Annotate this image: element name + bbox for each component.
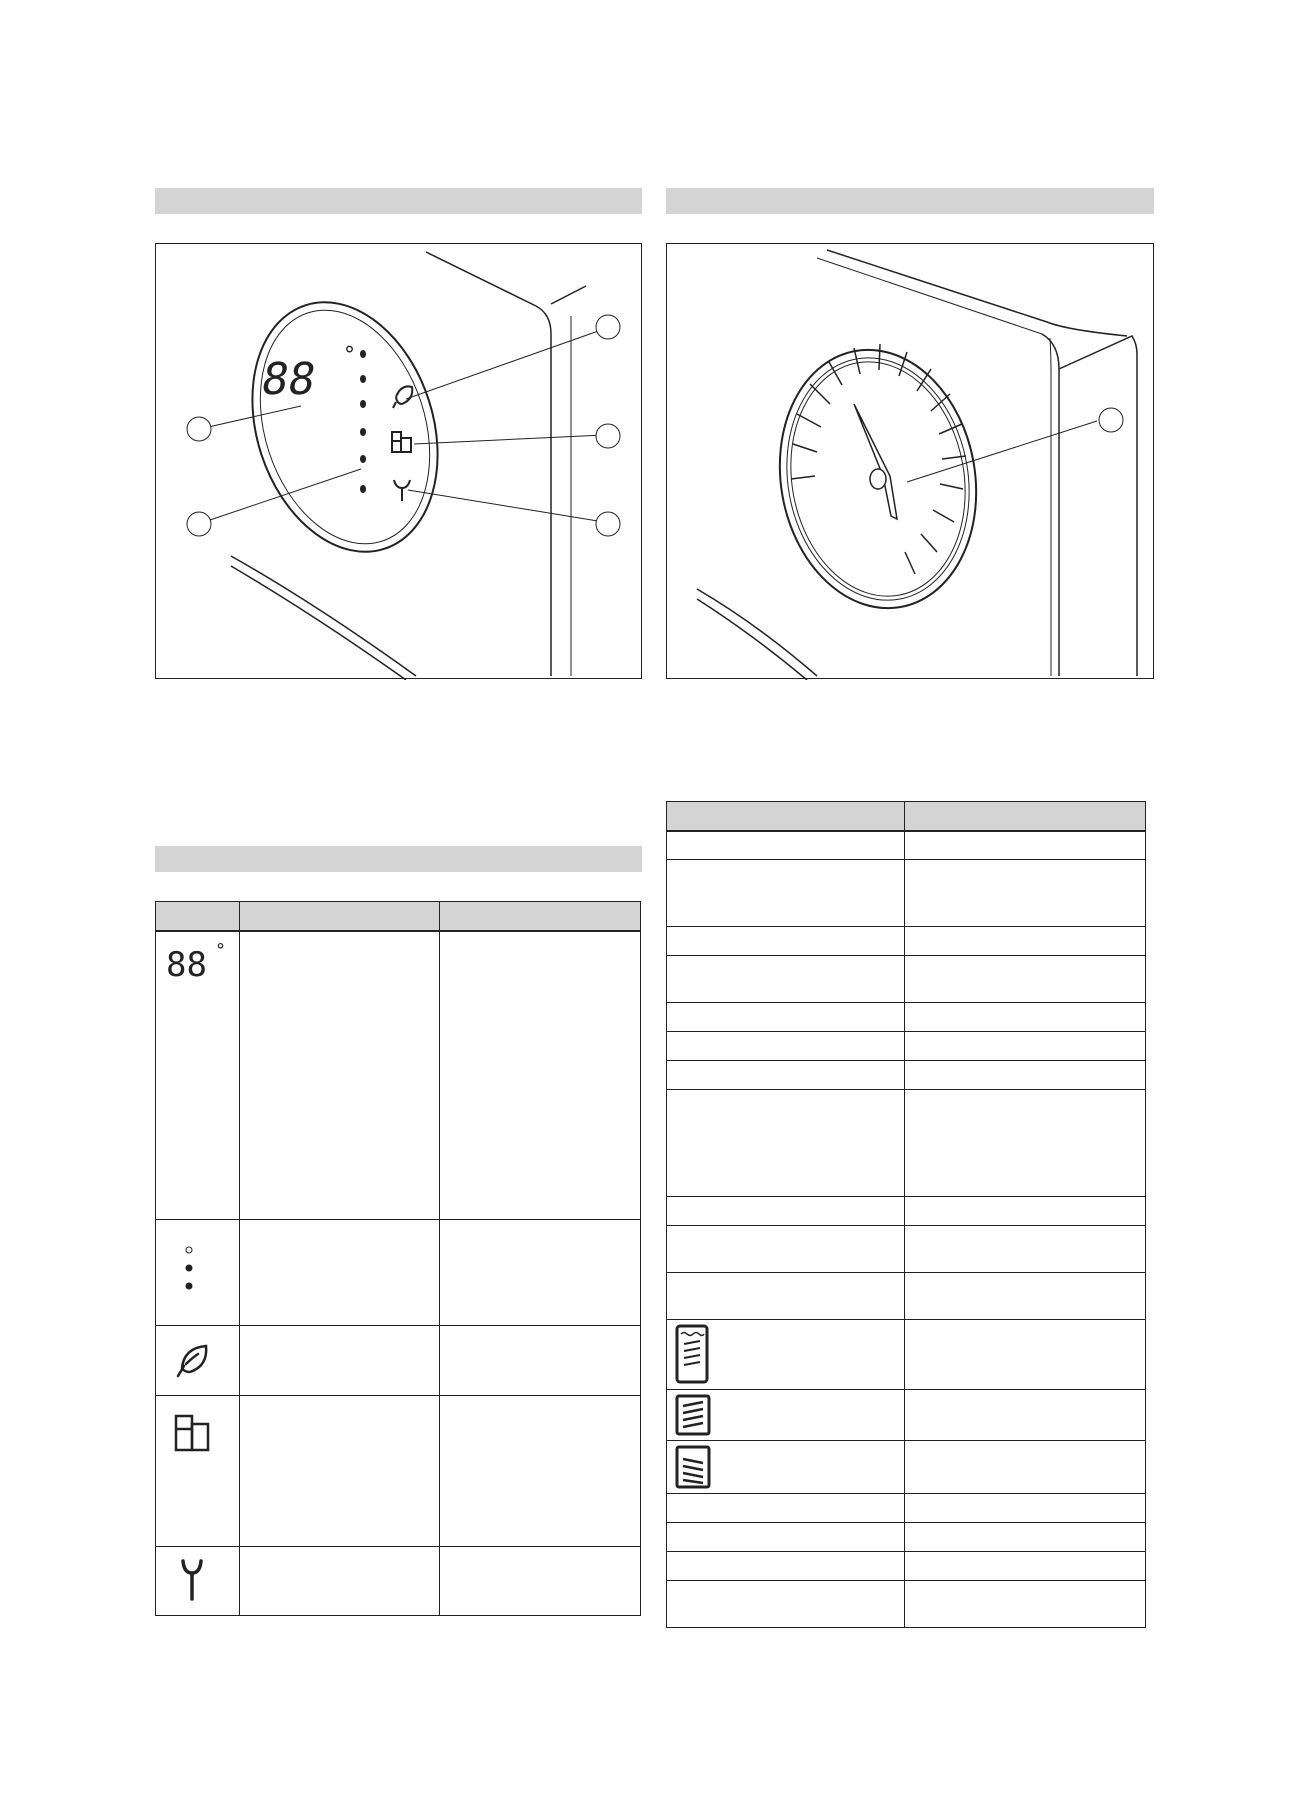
symbol-cell bbox=[667, 1390, 905, 1441]
symbol-cell bbox=[156, 1547, 240, 1616]
parameters-table bbox=[666, 801, 1146, 1628]
header-cell-right bbox=[905, 802, 1146, 831]
table-row bbox=[667, 1581, 1146, 1628]
symbols-table-header bbox=[156, 902, 641, 931]
symbol-cell bbox=[156, 1220, 240, 1326]
parameters-table-header bbox=[667, 802, 1146, 831]
table-row bbox=[667, 1552, 1146, 1581]
table-row bbox=[156, 1326, 641, 1396]
table-row bbox=[667, 1523, 1146, 1552]
table-row bbox=[667, 1003, 1146, 1032]
symbol-cell bbox=[156, 931, 240, 1220]
table-row bbox=[667, 1090, 1146, 1197]
symbol-cell bbox=[156, 1396, 240, 1547]
table-row bbox=[667, 1273, 1146, 1320]
symbol-cell bbox=[667, 1320, 905, 1390]
segment-display-icon bbox=[156, 932, 240, 992]
panel-segment-digits: 88 bbox=[257, 354, 320, 405]
symbol-cell bbox=[667, 1441, 905, 1494]
section-band-top-left bbox=[155, 188, 642, 214]
table-row bbox=[156, 931, 641, 1220]
digital-panel-drawing bbox=[156, 244, 643, 680]
status-dots-icon bbox=[156, 1220, 240, 1320]
section-band-middle-left bbox=[155, 846, 642, 872]
figure-analog-gauge bbox=[666, 243, 1154, 679]
table-row bbox=[667, 1320, 1146, 1390]
header-cell-explanation bbox=[440, 902, 641, 931]
window-module-icon bbox=[156, 1396, 240, 1456]
section-band-top-right bbox=[666, 188, 1154, 214]
segment-degree: ° bbox=[216, 939, 225, 961]
symbols-table bbox=[155, 901, 641, 1616]
table-row bbox=[667, 1032, 1146, 1061]
table-row bbox=[667, 1390, 1146, 1441]
panel-degree-symbol: ° bbox=[344, 343, 355, 368]
table-row bbox=[667, 1441, 1146, 1494]
table-row bbox=[156, 1547, 641, 1616]
eco-leaf-icon bbox=[156, 1326, 240, 1392]
tank-half-icon bbox=[667, 1390, 727, 1438]
table-row bbox=[667, 927, 1146, 956]
tank-full-icon bbox=[667, 1320, 727, 1388]
table-row bbox=[667, 860, 1146, 927]
header-cell-meaning bbox=[240, 902, 440, 931]
table-row bbox=[667, 831, 1146, 860]
tank-low-icon bbox=[667, 1441, 727, 1491]
table-row bbox=[667, 1226, 1146, 1273]
analog-gauge-drawing bbox=[667, 244, 1155, 680]
table-row bbox=[667, 1061, 1146, 1090]
table-row bbox=[156, 1396, 641, 1547]
segment-digits: 88 bbox=[166, 944, 207, 985]
figure-digital-control-panel bbox=[155, 243, 642, 679]
table-row bbox=[156, 1220, 641, 1326]
symbol-cell bbox=[156, 1326, 240, 1396]
table-row bbox=[667, 1197, 1146, 1226]
header-cell-left bbox=[667, 802, 905, 831]
table-row bbox=[667, 956, 1146, 1003]
header-cell-symbol bbox=[156, 902, 240, 931]
table-row bbox=[667, 1494, 1146, 1523]
wrench-icon bbox=[156, 1547, 240, 1611]
